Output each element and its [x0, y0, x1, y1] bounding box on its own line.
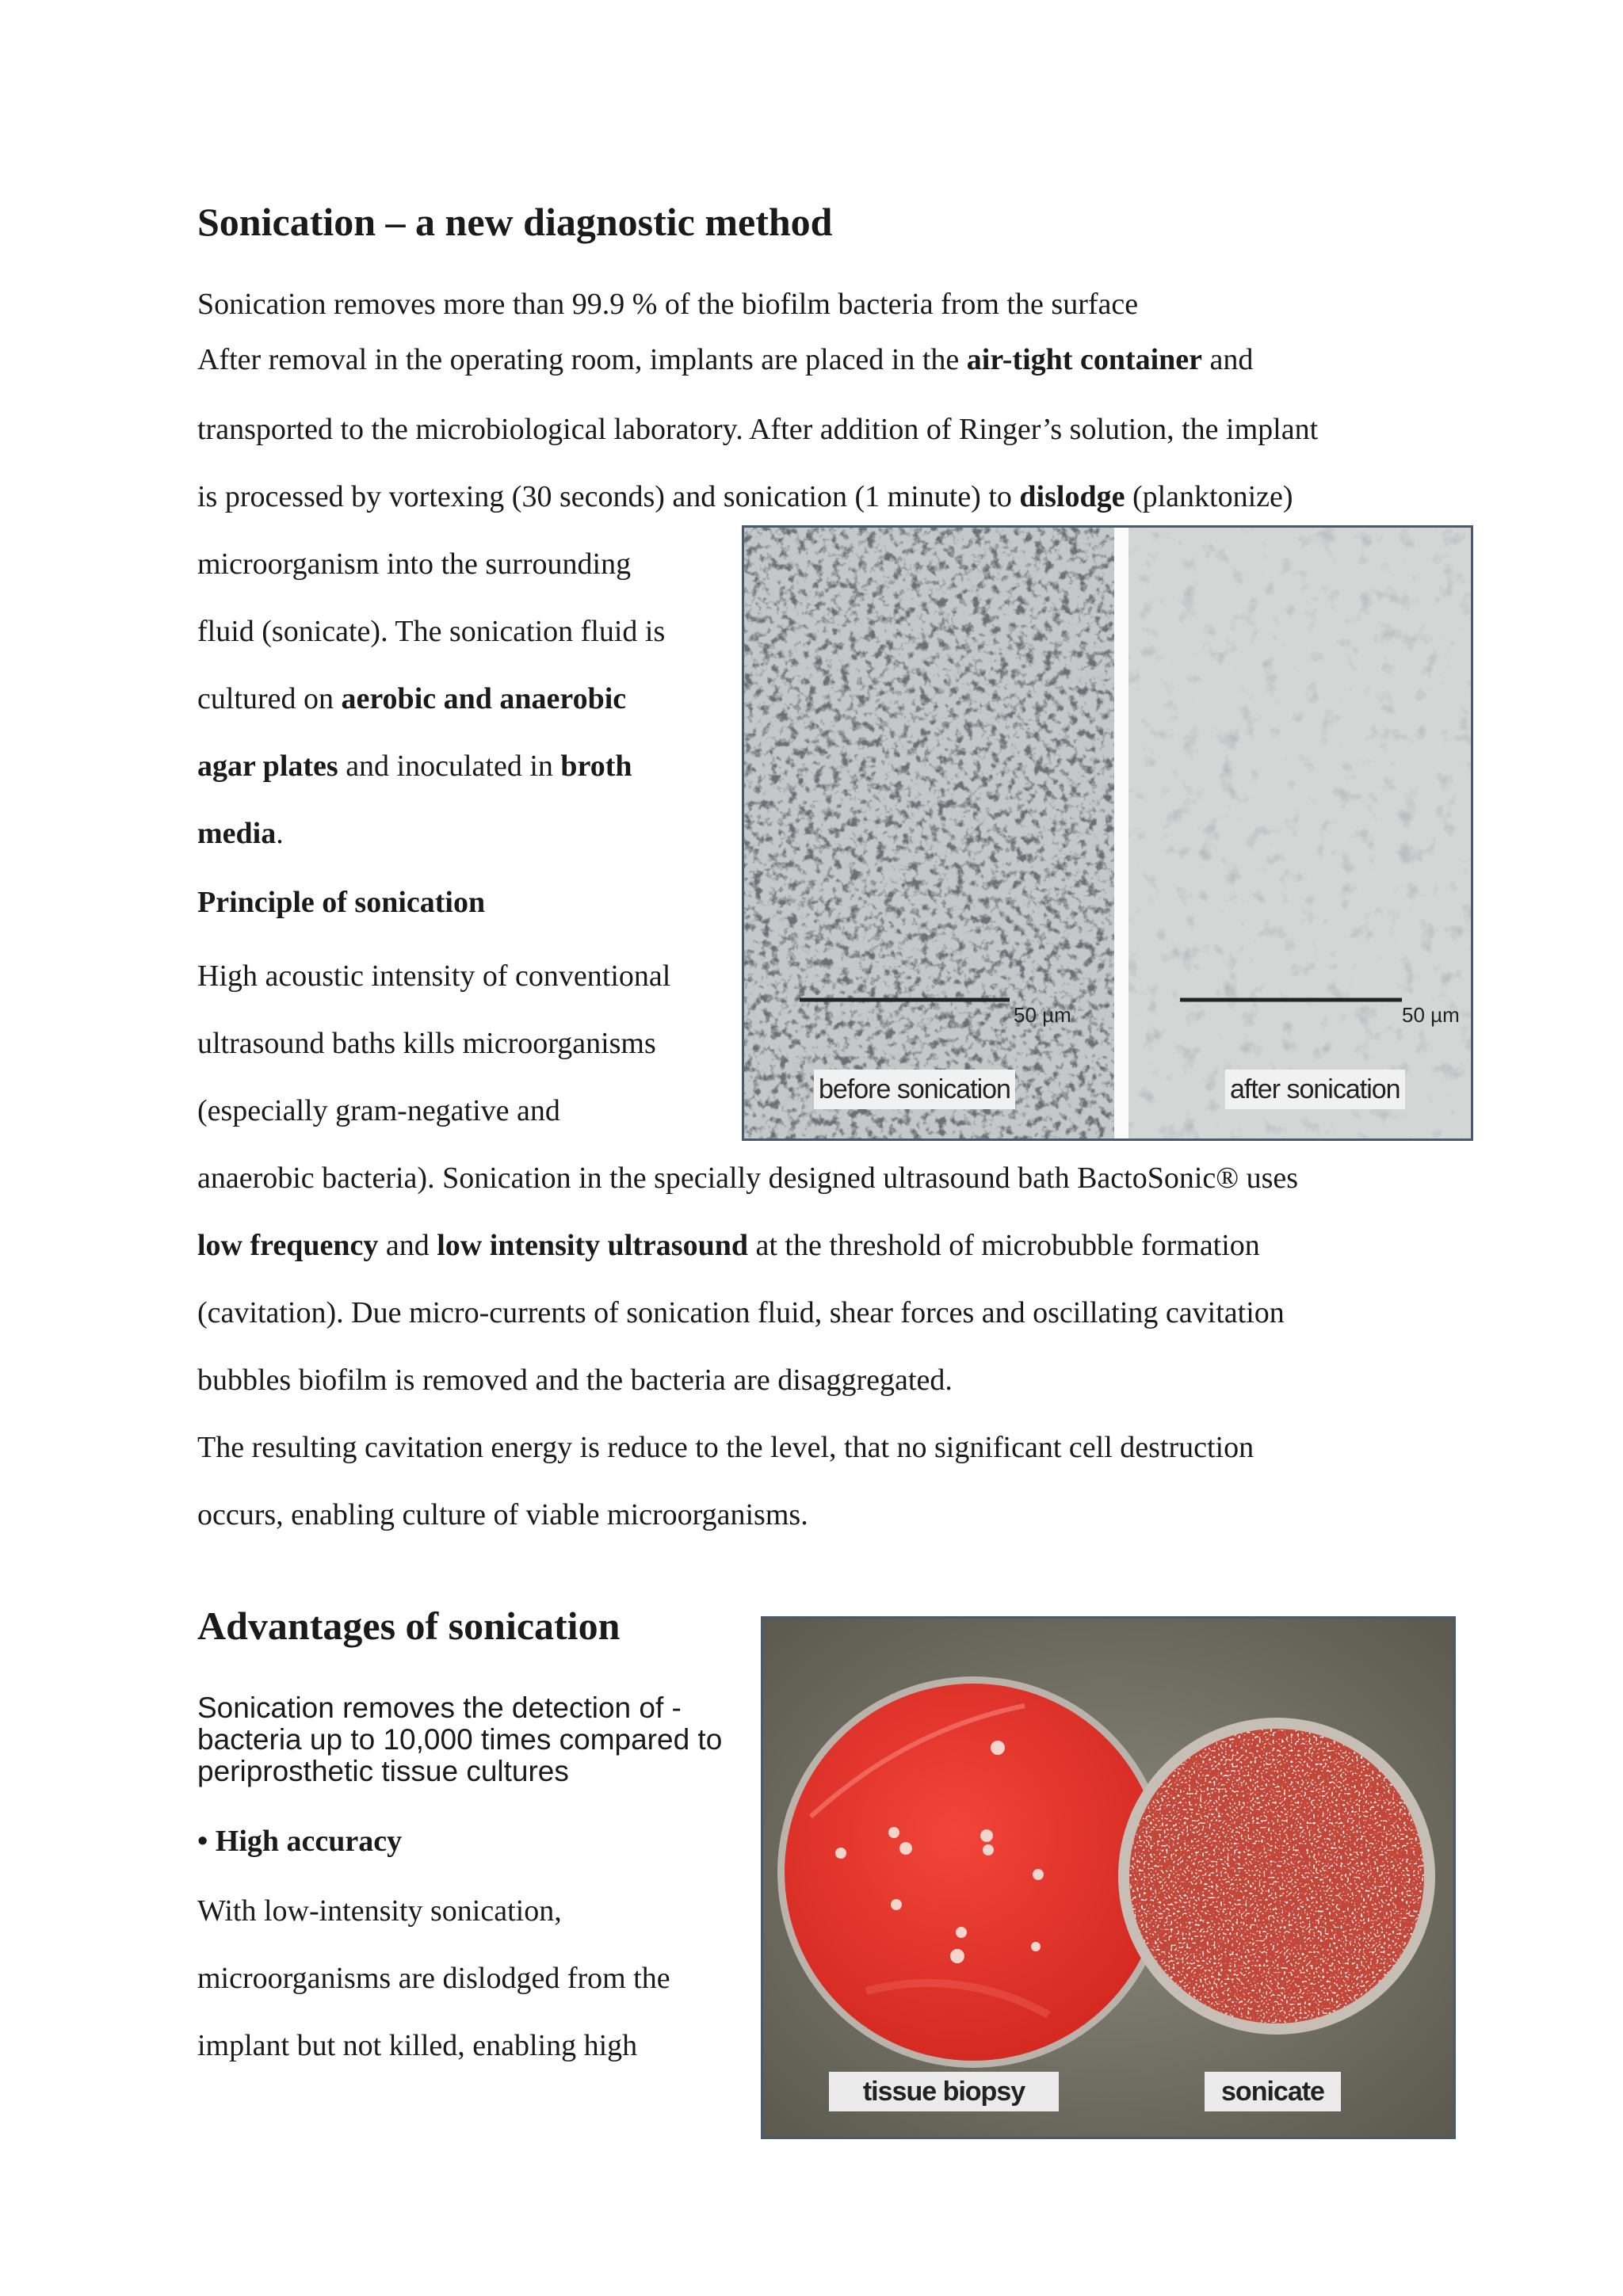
bold-text: air-tight container — [966, 343, 1203, 376]
text-line — [197, 1430, 1254, 1465]
after-sonication-label: after sonication — [1225, 1070, 1405, 1109]
text-run: The resulting cavitation energy is reduce to the level, that no significant cell destruction — [197, 1431, 1254, 1464]
text-line — [197, 816, 284, 851]
text-run: cultured on — [197, 682, 342, 715]
bold-text: media — [197, 817, 277, 850]
text-line — [197, 1093, 560, 1128]
left-agar — [785, 1684, 1162, 2061]
text-line — [197, 412, 1318, 447]
bold-text: dislodge — [1019, 480, 1125, 513]
text-run: microorganism into the surrounding — [197, 547, 632, 581]
text-run: (especially gram-negative and — [197, 1094, 560, 1127]
subtitle-line: Sonication removes more than 99.9 % of the biofilm bacteria from the surface — [197, 288, 1139, 321]
scale-label-left: 50 µm — [1014, 1003, 1071, 1027]
advantages-line: microorganisms are dislodged from the — [197, 1962, 670, 1995]
text-run: and — [378, 1229, 437, 1262]
bold-text: agar plates — [197, 749, 338, 783]
principle-heading: Principle of sonication — [197, 886, 486, 919]
scale-label-right: 50 µm — [1402, 1003, 1460, 1027]
text-line — [197, 1363, 953, 1398]
high-accuracy-bullet: • High accuracy — [197, 1825, 403, 1858]
before-sonication-label: before sonication — [814, 1070, 1015, 1109]
advantages-line: With low-intensity sonication, — [197, 1894, 562, 1928]
text-line — [197, 614, 665, 649]
text-line — [197, 1161, 1298, 1196]
text-line — [197, 342, 1253, 377]
advantages-line: implant but not killed, enabling high — [197, 2029, 638, 2062]
bold-text: low frequency — [197, 1229, 379, 1262]
sonicate-label: sonicate — [1205, 2072, 1341, 2111]
text-run: ultrasound baths kills microorganisms — [197, 1027, 656, 1060]
text-run: and — [1202, 343, 1254, 376]
agar-plates-figure — [761, 1616, 1456, 2139]
text-run: High acoustic intensity of conventional — [197, 959, 671, 993]
text-run: (cavitation). Due micro-currents of sonication fluid, shear forces and oscillating cavitation — [197, 1296, 1285, 1329]
intro-line: bacteria up to 10,000 times compared to — [197, 1723, 723, 1756]
text-run: bubbles biofilm is removed and the bacteria are disaggregated. — [197, 1363, 953, 1397]
text-run: fluid (sonicate). The sonication fluid is — [197, 615, 666, 648]
advantages-title: Advantages of sonication — [197, 1604, 621, 1648]
text-run: transported to the microbiological laboratory. After addition of Ringer’s solution, the implant — [197, 413, 1319, 446]
bold-text: aerobic and anaerobic — [341, 682, 627, 715]
bold-text: low intensity ultrasound — [437, 1229, 748, 1262]
sem-figure — [742, 525, 1473, 1141]
agar-plates-image — [763, 1619, 1453, 2137]
text-line — [197, 1295, 1285, 1330]
text-run: . — [276, 817, 284, 850]
text-line — [197, 1497, 808, 1532]
text-run: anaerobic bacteria). Sonication in the specially designed ultrasound bath BactoSonic® uses — [197, 1161, 1299, 1195]
bold-text: broth — [560, 749, 632, 783]
text-line — [197, 547, 631, 582]
page-title: Sonication – a new diagnostic method — [197, 200, 833, 244]
text-run: at the threshold of microbubble formation — [747, 1229, 1260, 1262]
text-run: and inoculated in — [338, 749, 561, 783]
text-line — [197, 1228, 1260, 1263]
text-line — [197, 959, 670, 994]
intro-line: periprosthetic tissue cultures — [197, 1755, 569, 1787]
text-run: is processed by vortexing (30 seconds) and sonication (1 minute) to — [197, 480, 1020, 513]
text-line — [197, 749, 632, 784]
text-line — [197, 479, 1293, 514]
text-run: (planktonize) — [1125, 480, 1293, 513]
text-line — [197, 681, 626, 716]
text-run: occurs, enabling culture of viable microorganisms. — [197, 1498, 808, 1531]
intro-line: Sonication removes the detection of - — [197, 1691, 682, 1724]
text-line — [197, 1026, 656, 1061]
advantages-intro — [197, 1692, 722, 1787]
sem-image — [744, 528, 1471, 1138]
text-run: After removal in the operating room, implants are placed in the — [197, 343, 967, 376]
tissue-biopsy-label: tissue biopsy — [829, 2072, 1059, 2111]
